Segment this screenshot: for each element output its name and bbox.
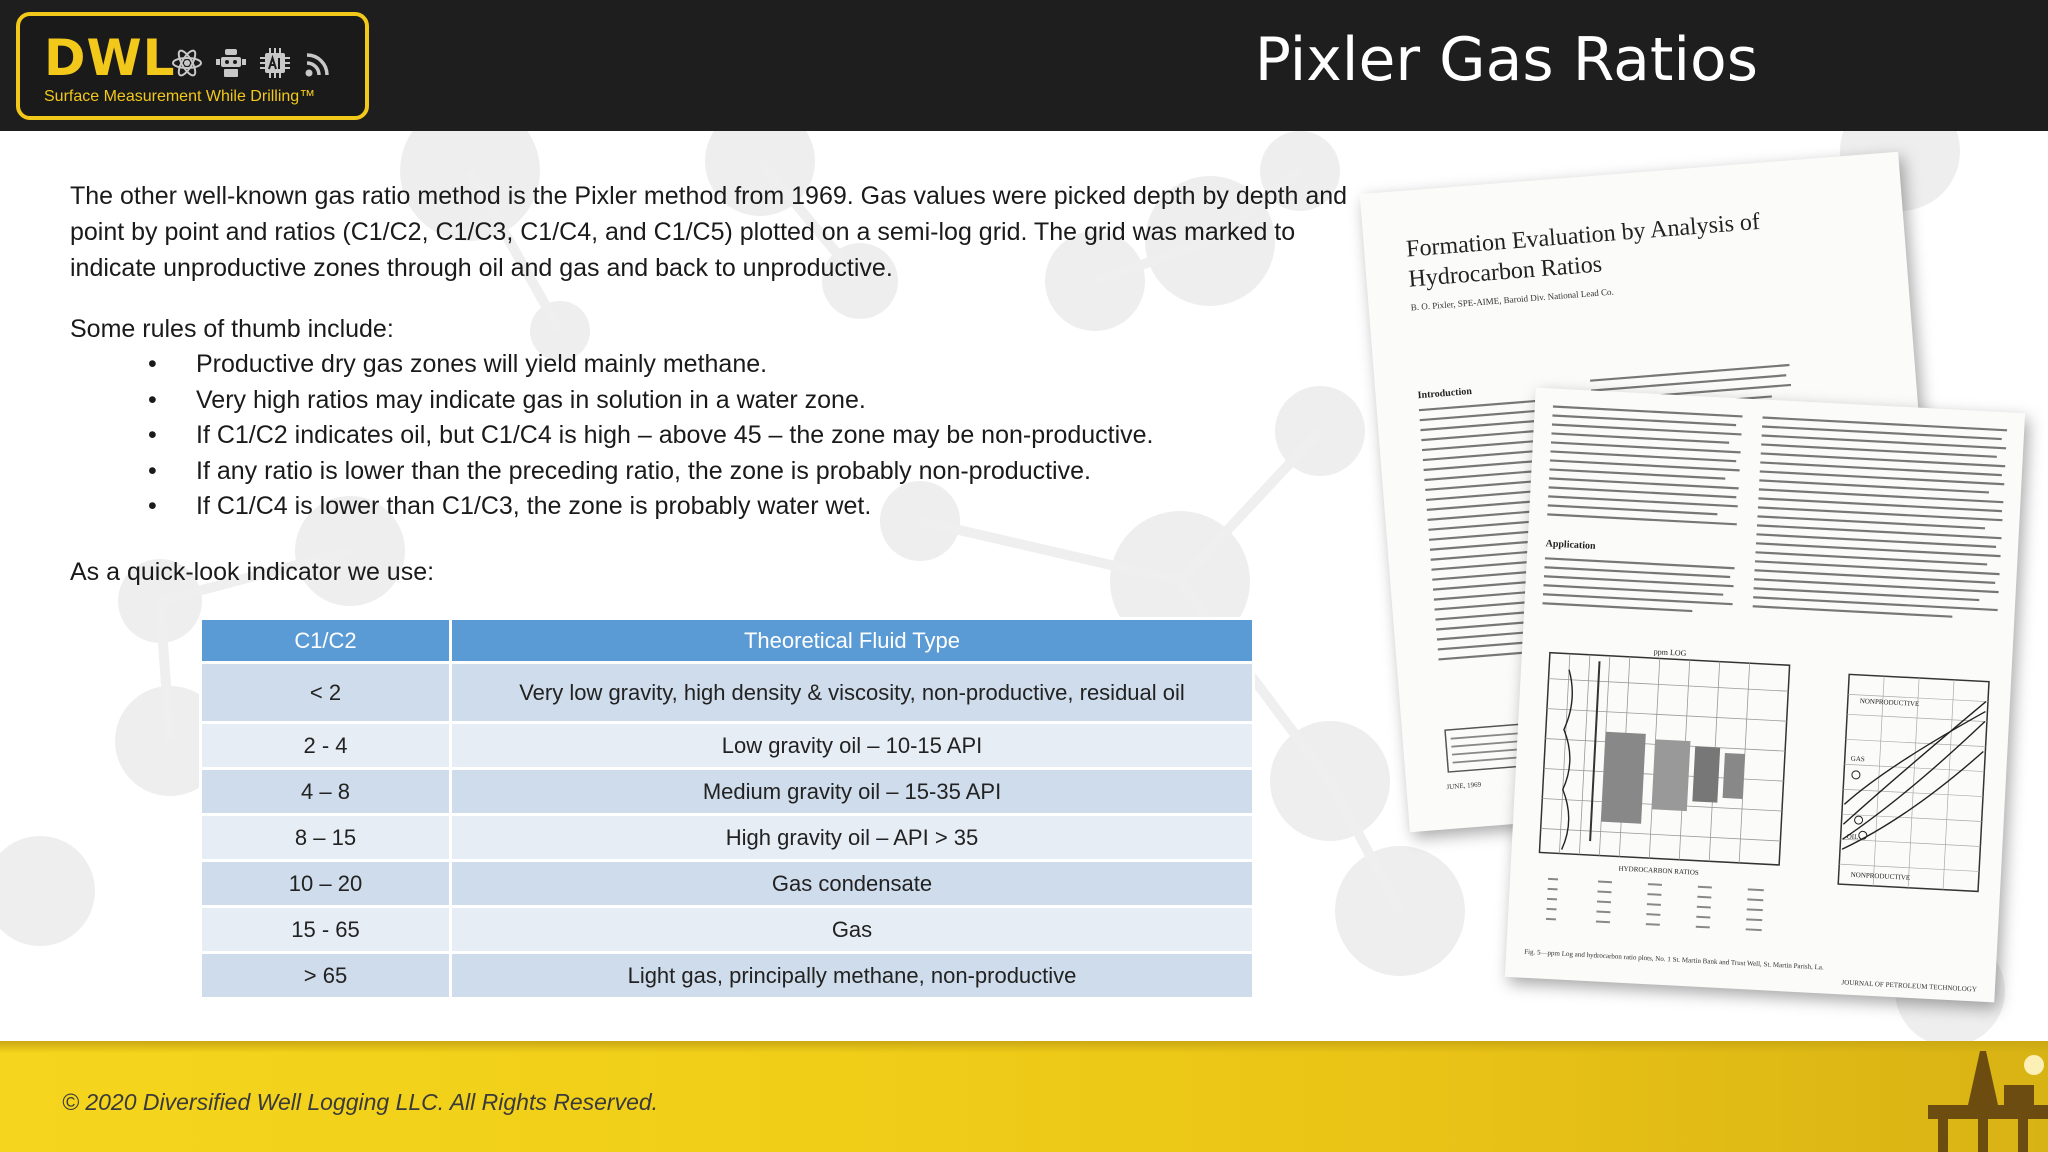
header-bar [0, 0, 2048, 131]
ratio-cell: 2 - 4 [201, 723, 451, 769]
logo-tagline: Surface Measurement While Drilling™ [44, 88, 316, 105]
logo-wordmark: DWL [44, 29, 176, 87]
ratio-cell: > 65 [201, 953, 451, 999]
bullet-marker: • [148, 492, 157, 520]
copyright-notice: © 2020 Diversified Well Logging LLC. All Rights Reserved. [62, 1089, 659, 1115]
robot-icon [214, 46, 248, 80]
chart-label-nonproductive-bottom: NONPRODUCTIVE [1850, 870, 1911, 882]
rule-text: If any ratio is lower than the preceding ratio, the zone is probably non-productive. [196, 456, 1091, 485]
table-row [201, 769, 1254, 815]
chart-label-oil: OIL [1846, 832, 1859, 842]
atom-icon [170, 46, 204, 80]
fluid-type-cell: Gas condensate [451, 861, 1254, 907]
ratio-cell: < 2 [201, 663, 451, 723]
article-date: JUNE, 1969 [1446, 780, 1482, 792]
company-logo [16, 12, 369, 120]
fluid-type-table [199, 617, 1255, 1000]
ratio-cell: 10 – 20 [201, 861, 451, 907]
column-header-fluid-type: Theoretical Fluid Type [451, 619, 1254, 663]
fluid-type-cell: Very low gravity, high density & viscosity, non-productive, residual oil [451, 663, 1254, 723]
list-item [140, 489, 1154, 525]
list-item [140, 347, 1154, 383]
article-figure-page-image [1505, 388, 2025, 1003]
journal-name: JOURNAL OF PETROLEUM TECHNOLOGY [1841, 978, 1978, 994]
table-row [201, 723, 1254, 769]
list-item [140, 383, 1154, 419]
rule-text: If C1/C2 indicates oil, but C1/C4 is high – above 45 – the zone may be non-productive. [196, 421, 1154, 449]
rule-text: If C1/C4 is lower than C1/C3, the zone is probably water wet. [196, 492, 872, 520]
ppm-log-figure [1525, 638, 1800, 951]
article-section-intro: Introduction [1417, 385, 1473, 402]
table-row [201, 861, 1254, 907]
bullet-marker: • [148, 350, 157, 378]
bullet-marker: • [148, 385, 157, 414]
page-title: Pixler Gas Ratios [1254, 25, 1758, 95]
fluid-type-cell: High gravity oil – API > 35 [451, 815, 1254, 861]
fluid-type-cell: Light gas, principally methane, non-productive [451, 953, 1254, 999]
rules-list [140, 347, 1154, 525]
ratio-cell: 15 - 65 [201, 907, 451, 953]
ppm-log-label: ppm LOG [1653, 647, 1687, 658]
semi-log-ratio-chart [1807, 653, 1997, 962]
fluid-type-cell: Low gravity oil – 10-15 API [451, 723, 1254, 769]
table-row [201, 953, 1254, 999]
ai-chip-icon [258, 46, 292, 80]
oil-rig-icon [1908, 1045, 2048, 1152]
table-row [201, 907, 1254, 953]
table-row [201, 815, 1254, 861]
hydrocarbon-ratios-label: HYDROCARBON RATIOS [1618, 864, 1699, 877]
list-item [140, 418, 1154, 454]
list-item [140, 454, 1154, 490]
article-section-application: Application [1545, 538, 1596, 552]
column-header-ratio: C1/C2 [201, 619, 451, 663]
table-header-row [201, 619, 1254, 663]
wireless-signal-icon [302, 46, 336, 80]
article-title: Formation Evaluation by Analysis of Hydrocarbon Ratios [1405, 208, 1761, 293]
fluid-type-cell: Medium gravity oil – 15-35 API [451, 769, 1254, 815]
article-text-column [1751, 413, 2008, 656]
chart-label-nonproductive-top: NONPRODUCTIVE [1859, 696, 1920, 709]
ratio-cell: 4 – 8 [201, 769, 451, 815]
article-author: B. O. Pixler, SPE-AIME, Baroid Div. National Lead Co. [1410, 286, 1615, 313]
rule-text: Very high ratios may indicate gas in solution in a water zone. [196, 385, 866, 414]
table-row [201, 663, 1254, 723]
intro-paragraph: The other well-known gas ratio method is the Pixler method from 1969. Gas values were picked depth by depth and point by point and ratios (C1/C2, C1/C3, C1/C4, and C1/C5) plotted on a semi-log grid. The grid was marked to indicate unproductive zones through oil and gas and back to unproductive. [70, 182, 1348, 282]
article-text-column [1542, 554, 1735, 624]
quick-look-label: As a quick-look indicator we use: [70, 558, 435, 586]
bullet-marker: • [148, 456, 157, 485]
rules-heading: Some rules of thumb include: [70, 315, 394, 343]
bullet-marker: • [148, 421, 157, 449]
footer-bar [0, 1041, 2048, 1152]
fluid-type-cell: Gas [451, 907, 1254, 953]
figure-caption: Fig. 5—ppm Log and hydrocarbon ratio plots, No. 1 St. Martin Bank and Trust Well, St. Martin Parish, La. [1524, 947, 1824, 972]
chart-label-gas: GAS [1850, 754, 1865, 764]
rule-text: Productive dry gas zones will yield mainly methane. [196, 350, 768, 378]
ratio-cell: 8 – 15 [201, 815, 451, 861]
logo-icon-row [170, 46, 336, 80]
